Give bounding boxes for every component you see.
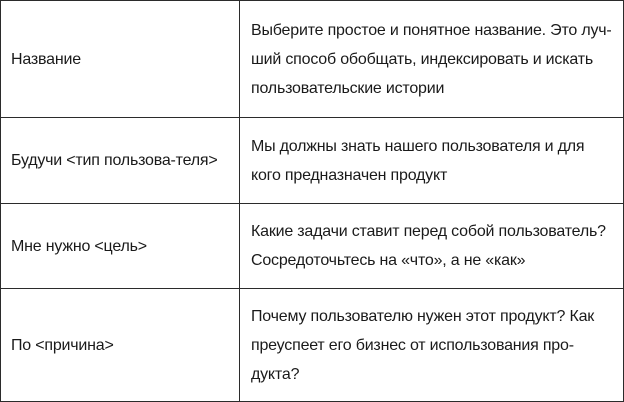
table-row — [1, 289, 624, 402]
row-description-reason: Почему пользователю нужен этот продукт? Как преуспеет его бизнес от использования про-дукта? — [240, 289, 624, 402]
table-row — [1, 118, 624, 204]
row-description-user-type: Мы должны знать нашего пользователя и для кого предназначен продукт — [240, 118, 624, 204]
row-label-title: Название — [1, 1, 240, 118]
table-row — [1, 204, 624, 289]
table-row — [1, 1, 624, 118]
row-description-goal: Какие задачи ставит перед собой пользователь? Сосредоточьтесь на «что», а не «как» — [240, 204, 624, 289]
row-label-goal: Мне нужно <цель> — [1, 204, 240, 289]
row-label-reason: По <причина> — [1, 289, 240, 402]
row-description-title: Выберите простое и понятное название. Это луч-ший способ обобщать, индексировать и искать пользовательские истории — [240, 1, 624, 118]
row-label-user-type: Будучи <тип пользова-теля> — [1, 118, 240, 204]
